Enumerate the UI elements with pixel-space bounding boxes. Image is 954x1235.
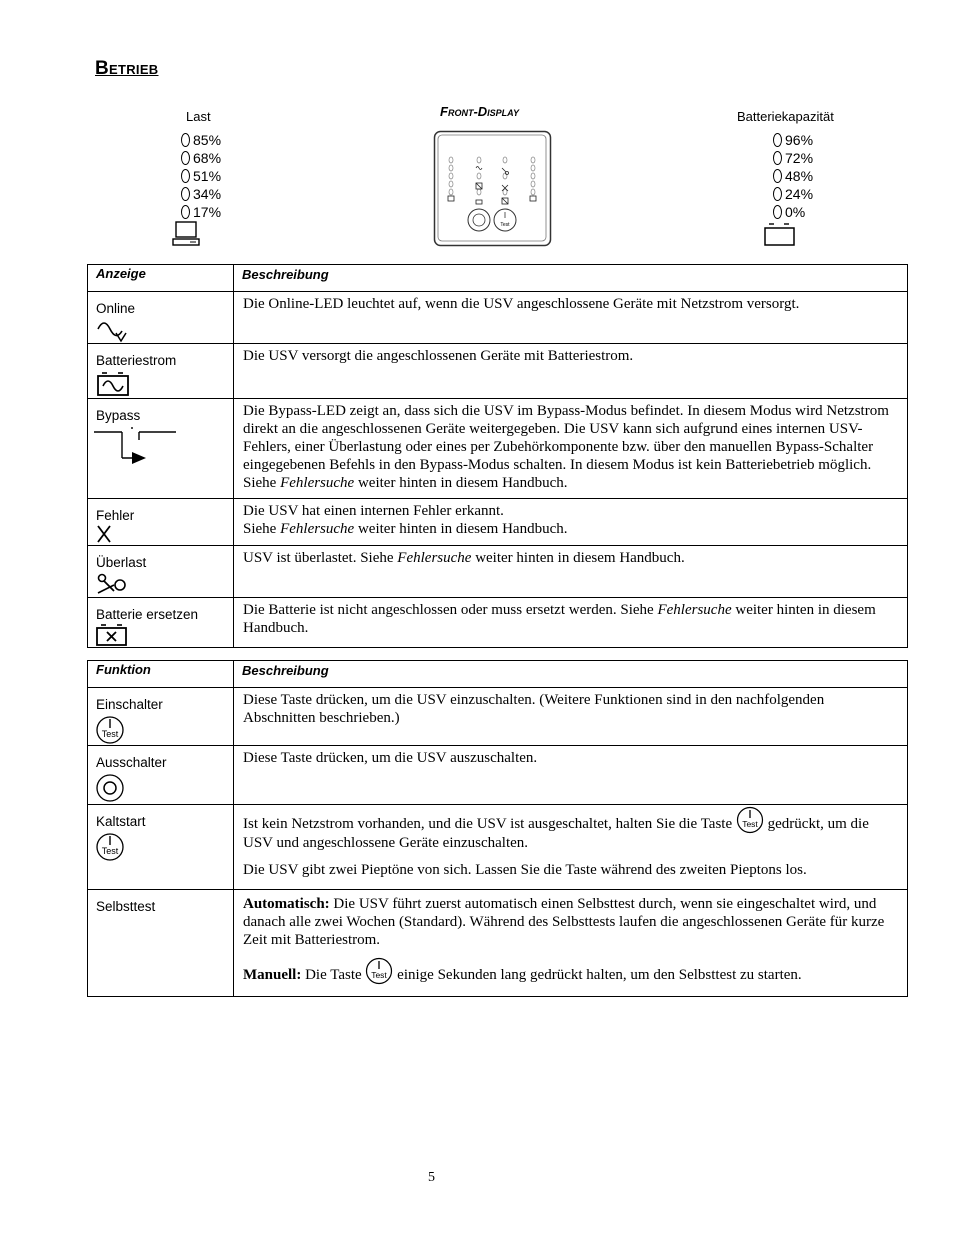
battery-level: 48% [773,167,813,185]
test-button-inline-icon [365,957,393,985]
fault-x-icon [96,524,116,544]
function-desc: Automatisch: Die USV führt zuerst automatisch einen Selbsttest durch, wenn sie eingeschaltet wird, und danach alle zwei Wochen (Standard). Während des Selbsttests laufen die angeschlossenen Geräte für kurze Zeit mit Batteriestrom. [243,896,885,948]
battery-icon [763,222,797,246]
table-row [88,890,908,997]
led-icon [181,187,190,201]
led-icon [181,133,190,147]
page-number: 5 [428,1170,435,1185]
load-level: 85% [181,131,221,149]
function-table [87,660,908,997]
indicator-name: Online [96,301,136,316]
function-desc: Diese Taste drücken, um die USV einzuschalten. (Weitere Funktionen sind in den nachfolgenden Abschnitten beschrieben.) [234,688,908,746]
table-row [88,499,908,546]
indicator-desc: Die Batterie ist nicht angeschlossen oder muss ersetzt werden. Siehe Fehlersuche weiter hinten in diesem Handbuch. [234,598,908,648]
load-level: 68% [181,149,221,167]
indicator-desc: USV ist überlastet. Siehe Fehlersuche weiter hinten in diesem Handbuch. [234,546,908,598]
indicator-header-col1: Anzeige [88,265,234,292]
online-icon [96,319,130,343]
battery-level: 96% [773,131,813,149]
function-desc: Diese Taste drücken, um die USV auszuschalten. [234,746,908,805]
load-computer-icon [172,221,204,247]
led-icon [773,133,782,147]
indicator-name: Bypass [96,408,141,423]
table-row [88,688,908,746]
indicator-header-col2: Beschreibung [234,265,908,292]
battery-title: Batteriekapazität [737,109,834,124]
indicator-desc: Die Bypass-LED zeigt an, dass sich die USV im Bypass-Modus befindet. In diesem Modus wird Netzstrom direkt an die angeschlossenen Geräte weitergegeben. Die USV kann sich aufgrund eines internen USV-Fehlers, einer Überlastung oder eines per Zubehörkomponente bzw. über den manuellen Bypass-Schalter eingegebenen Befehls in den Bypass-Modus schalten. In diesem Modus ist kein Batteriebetrieb möglich. Siehe Fehlersuche weiter hinten in diesem Handbuch. [234,399,908,499]
indicator-name: Batteriestrom [96,353,177,368]
load-level: 51% [181,167,221,185]
battery-level: 24% [773,185,813,203]
table-row [88,546,908,598]
indicator-name: Batterie ersetzen [96,607,199,622]
indicator-table [87,264,908,648]
indicator-desc: Die Online-LED leuchtet auf, wenn die USV angeschlossene Geräte mit Netzstrom versorgt. [234,292,908,344]
test-button-inline-icon [736,806,764,834]
led-icon [773,151,782,165]
svg-text:Test: Test [101,846,119,856]
function-name: Einschalter [96,697,163,712]
load-title: Last [186,109,211,124]
cold-start-test-button-icon [96,832,126,862]
function-name: Kaltstart [96,814,146,829]
battery-level: 72% [773,149,813,167]
battery-level: 0% [773,203,813,221]
indicator-desc: Die USV versorgt die angeschlossenen Geräte mit Batteriestrom. [234,344,908,399]
table-row [88,598,908,648]
front-display-panel [433,130,553,248]
function-desc: Die USV gibt zwei Pieptöne von sich. Lassen Sie die Taste während des zweiten Pieptons los. [243,862,807,878]
led-icon [181,205,190,219]
indicator-name: Überlast [96,555,147,570]
led-icon [773,187,782,201]
led-icon [773,205,782,219]
front-display-title: Front-Display [440,104,519,119]
led-icon [181,169,190,183]
panel-test-label: Test [500,222,510,228]
led-icon [181,151,190,165]
table-row [88,344,908,399]
section-title: Betrieb [95,58,159,79]
bypass-icon [94,426,184,466]
power-on-test-button-icon [96,715,126,745]
function-desc: Manuell: Die Taste Test einige Sekunden lang gedrückt halten, um den Selbsttest zu starten. [243,957,898,985]
function-header-col1: Funktion [88,661,234,688]
table-row [88,746,908,805]
indicator-desc: Die USV hat einen internen Fehler erkannt. Siehe Fehlersuche weiter hinten in diesem Handbuch. [234,499,908,546]
load-levels [181,131,221,221]
battery-levels [773,131,813,221]
load-level: 17% [181,203,221,221]
function-desc: Ist kein Netzstrom vorhanden, und die USV ist ausgeschaltet, halten Sie die Taste Test gedrückt, um die USV und angeschlossene Geräte einzuschalten. [243,806,898,852]
svg-text:Test: Test [101,729,119,739]
table-row [88,805,908,890]
led-icon [773,169,782,183]
svg-text:Test: Test [371,970,388,980]
overload-icon [96,573,130,597]
indicator-name: Fehler [96,508,135,523]
table-row [88,292,908,344]
svg-text:Test: Test [742,819,758,829]
table-row [88,399,908,499]
function-name: Ausschalter [96,755,167,770]
load-level: 34% [181,185,221,203]
replace-battery-icon [96,623,130,647]
battery-power-icon [96,371,132,397]
function-name: Selbsttest [88,890,234,997]
function-header-col2: Beschreibung [234,661,908,688]
power-off-button-icon [96,773,126,803]
